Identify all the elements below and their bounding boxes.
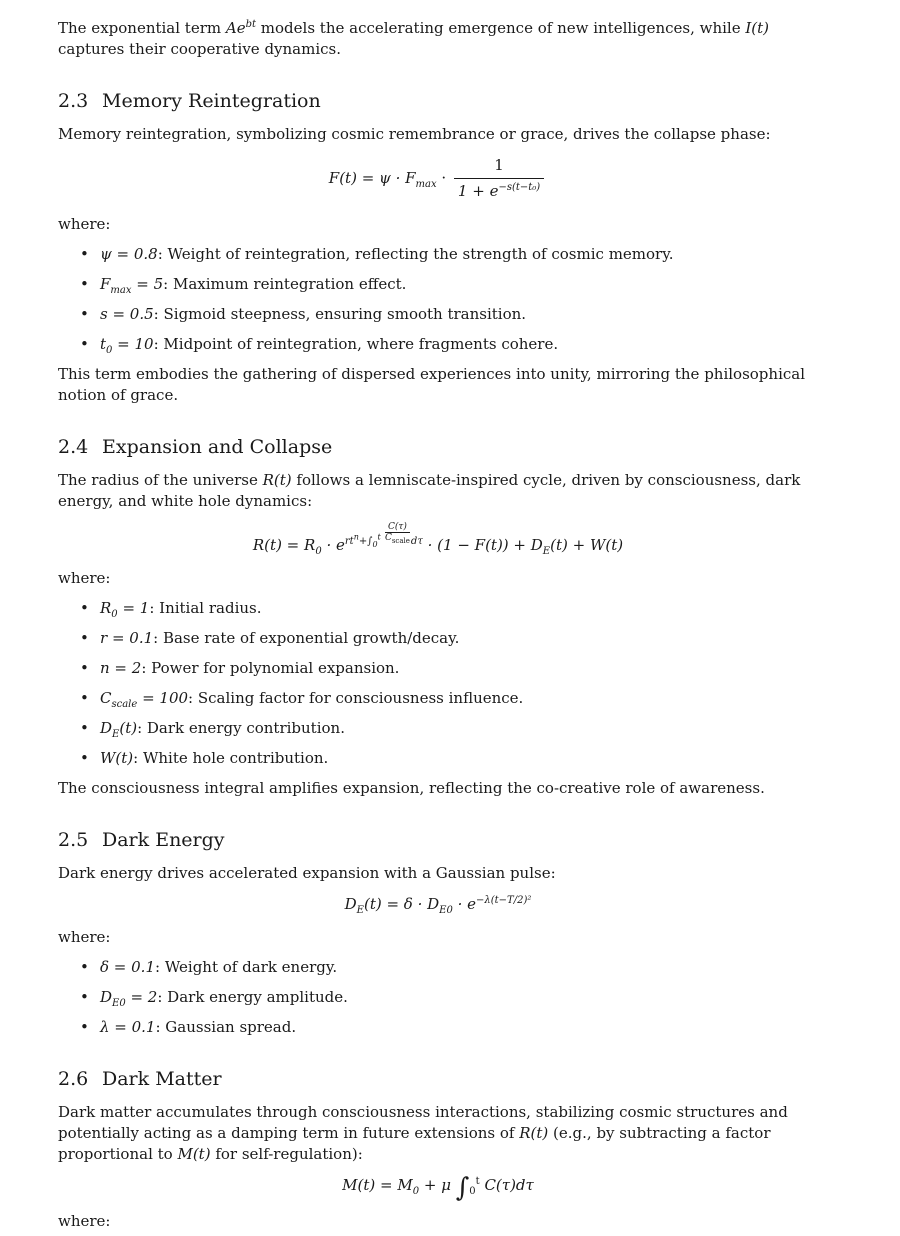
list-item: • $D_{E0} = 2$: Dark energy amplitude. [80,987,818,1008]
list-item: • $t_0 = 10$: Midpoint of reintegration, where fragments cohere. [80,334,818,355]
section-number: 2.6 [58,1068,89,1090]
section-lead: Dark energy drives accelerated expansion with a Gaussian pulse: [58,864,556,882]
section-lead: The radius of the universe R(t) follows a lemniscate-inspired cycle, driven by consciousness, dark energy, and white hole dynamics: [58,471,801,510]
section-lead: Dark matter accumulates through consciousness interactions, stabilizing cosmic structures and potentially acting as a damping term in future extensions of R(t) (e.g., by subtracting a factor proportional to M(t) for self-regulation): [58,1103,788,1163]
section-title: Dark Energy [102,829,225,851]
list-item: • r = 0.1: Base rate of exponential growth/decay. [80,628,818,649]
list-item: • δ = 0.1: Weight of dark energy. [80,957,818,978]
section-title: Dark Matter [102,1068,222,1090]
intro-text-3: captures their cooperative dynamics. [58,40,342,58]
list-item: • $F_{max} = 5$: Maximum reintegration effect. [80,274,818,295]
list-item: • $R_0 = 1$: Initial radius. [80,598,818,619]
equation-expansion-collapse: $R(t) = R_0 \cdot e^{rt^n+\int_0^t C(\tau) C_{scale} d\tau} \cdot (1 - F(t)) + D_E(t) + W(t)$ [252,522,624,557]
equation-dark-matter: $M(t) = M_0 + \mu$ $\int_0^t$ C(τ)dτ [342,1173,534,1203]
where-label: where: [58,928,111,946]
list-item: • s = 0.5: Sigmoid steepness, ensuring smooth transition. [80,304,818,325]
section-title: Expansion and Collapse [102,436,333,458]
parameter-list [58,598,818,769]
section-heading-2-5 [58,827,818,853]
section-number: 2.5 [58,829,89,851]
list-item: • $D_E(t)$: Dark energy contribution. [80,718,818,739]
equation-fraction: $\frac{1}{1 + e^{-s(t-t_0)}}$ [454,155,544,202]
integral-sign: ∫ [455,1173,470,1203]
intro-text-2: models the accelerating emergence of new intelligences, while [256,19,746,37]
intro-paragraph [58,18,818,60]
section-heading-2-3 [58,88,818,114]
equation-memory-reintegration: $F(t) = \psi \cdot F_{max}$ · $\frac{1}{1 + e^{-s(t-t_0)}}$ [58,155,818,202]
parameter-list [58,244,818,355]
list-item: • ψ = 0.8: Weight of reintegration, reflecting the strength of cosmic memory. [80,244,818,265]
parameter-list [58,957,818,1038]
section-lead: Memory reintegration, symbolizing cosmic remembrance or grace, drives the collapse phase: [58,125,771,143]
section-closing-text: The consciousness integral amplifies expansion, reflecting the co-creative role of awareness. [58,779,765,797]
intro-math-2: I(t) [745,19,770,37]
list-item: • n = 2: Power for polynomial expansion. [80,658,818,679]
intro-math-1: $Ae^{bt}$ [225,19,257,37]
paper-page [58,18,818,1236]
section-closing-text: This term embodies the gathering of dispersed experiences into unity, mirroring the philosophical notion of grace. [58,365,806,404]
list-item: • $C_{scale} = 100$: Scaling factor for consciousness influence. [80,688,818,709]
where-label: where: [58,215,111,233]
section-number: 2.4 [58,436,89,458]
where-label: where: [58,1212,111,1230]
list-item: • W(t): White hole contribution. [80,748,818,769]
where-label: where: [58,569,111,587]
section-number: 2.3 [58,90,89,112]
section-heading-2-6 [58,1066,818,1092]
intro-text-1: The exponential term [58,19,226,37]
list-item: • λ = 0.1: Gaussian spread. [80,1017,818,1038]
section-heading-2-4 [58,434,818,460]
section-title: Memory Reintegration [102,90,321,112]
equation-dark-energy: $D_E(t) = \delta \cdot D_{E0} \cdot e^{-\lambda(t-T/2)^2}$ [344,895,532,916]
